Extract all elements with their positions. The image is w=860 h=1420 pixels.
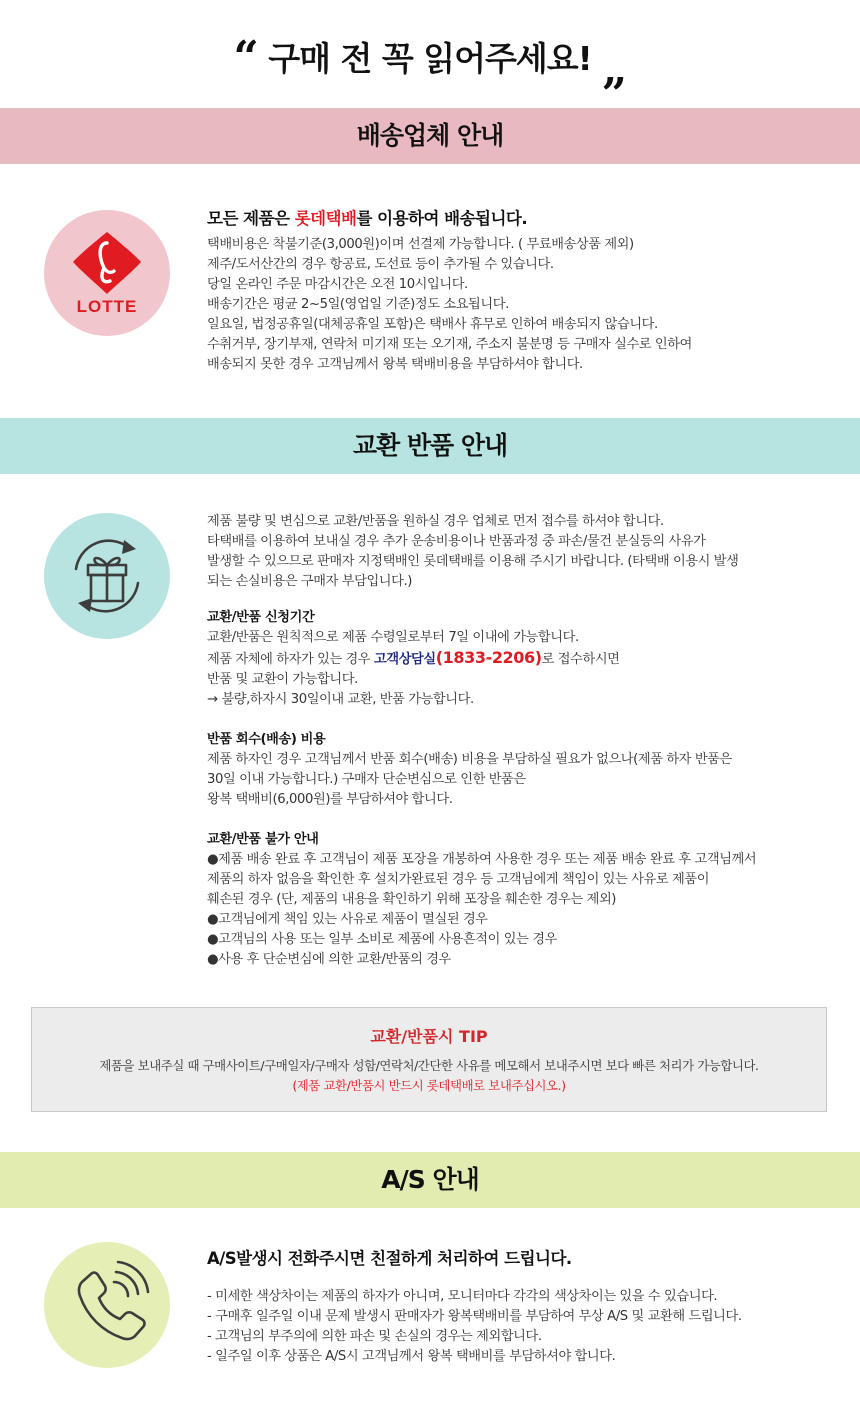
shipping-line: 배송기간은 평균 2~5일(영업일 기준)정도 소요됩니다. [207,297,509,312]
shipping-section-band [0,108,860,164]
as-section-title: A/S 안내 [381,1165,479,1194]
as-section-band [0,1152,860,1208]
period-contact-line [207,648,756,670]
period-line: 반품 및 교환이 가능합니다. [207,672,358,687]
shipping-line: 일요일, 법정공휴일(대체공휴일 포함)은 택배사 휴무로 인하여 배송되지 않습니다. [207,317,658,332]
as-info-list [207,1287,742,1367]
period-line: → 불량,하자시 30일이내 교환, 반품 가능합니다. [207,692,474,707]
tip-body: 제품을 보내주실 때 구매사이트/구매일자/구매자 성함/연락처/간단한 사유를 메모해서 보내주시면 보다 빠른 처리가 가능합니다. [99,1058,759,1073]
as-line: - 일주일 이후 상품은 A/S시 고객님께서 왕복 택배비를 부담하셔야 합니다. [207,1349,616,1364]
open-quote-mark: “ [233,32,258,83]
cost-title: 반품 회수(배송) 비용 [207,732,326,747]
as-line: - 구매후 일주일 이내 문제 발생시 판매자가 왕복택배비를 부담하여 무상 A/S 및 교환해 드립니다. [207,1309,742,1324]
not-allowed-line: ●제품 배송 완료 후 고객님이 제품 포장을 개봉하여 사용한 경우 또는 제품 배송 완료 후 고객님께서 [207,852,757,867]
period-contact-post: 로 접수하시면 [541,652,620,667]
not-allowed-title: 교환/반품 불가 안내 [207,832,319,847]
tip-note: (제품 교환/반품시 반드시 롯데택배로 보내주십시오.) [292,1078,566,1093]
shipping-line: 수취거부, 장기부재, 연락처 미기재 또는 오기재, 주소지 불분명 등 구매자 실수로 인하여 [207,337,692,352]
shipping-line: 당일 온라인 주문 마감시간은 오전 10시입니다. [207,277,468,292]
exchange-section-band [0,418,860,474]
shipping-heading-pre: 모든 제품은 [207,209,295,228]
not-allowed-line: ●고객님의 사용 또는 일부 소비로 제품에 사용흔적이 있는 경우 [207,932,557,947]
exchange-info [207,512,756,970]
page-title-text: 구매 전 꼭 읽어주세요! [268,39,592,78]
shipping-info-list [207,235,692,375]
cost-line: 제품 하자인 경우 고객님께서 반품 회수(배송) 비용을 부담하실 필요가 없으나(제품 하자 반품은 [207,752,732,767]
cost-line: 30일 이내 가능합니다.) 구매자 단순변심으로 인한 반품은 [207,772,526,787]
phone-icon [44,1242,170,1368]
lotte-logo-icon [44,210,170,336]
as-line: - 미세한 색상차이는 제품의 하자가 아니며, 모니터마다 각각의 색상차이는 있을 수 있습니다. [207,1289,718,1304]
close-quote-mark: „ [602,44,627,95]
exchange-tip-box [31,1007,827,1112]
exchange-intro-line: 제품 불량 및 변심으로 교환/반품을 원하실 경우 업체로 먼저 접수를 하셔야 합니다. [207,514,664,529]
cost-line: 왕복 택배비(6,000원)를 부담하셔야 합니다. [207,792,453,807]
not-allowed-line: 훼손된 경우 (단, 제품의 내용을 확인하기 위해 포장을 훼손한 경우는 제외) [207,892,617,907]
period-line: 교환/반품은 원칙적으로 제품 수령일로부터 7일 이내에 가능합니다. [207,630,579,645]
shipping-heading-post: 를 이용하여 배송됩니다. [356,209,528,228]
customer-center-label: 고객상담실 [374,652,436,667]
exchange-intro-line: 발생할 수 있으므로 판매자 지정택배인 롯데택배를 이용해 주시기 바랍니다. (타택배 이용시 발생 [207,554,739,569]
lotte-logo-text: LOTTE [76,297,138,316]
period-title: 교환/반품 신청기간 [207,610,315,625]
exchange-section-title: 교환 반품 안내 [352,431,508,460]
not-allowed-line: 제품의 하자 없음을 확인한 후 설치가완료된 경우 등 고객님에게 책임이 있는 사유로 제품이 [207,872,710,887]
shipping-heading-highlight: 롯데택배 [294,209,357,228]
shipping-section-title: 배송업체 안내 [356,121,504,150]
customer-center-phone: (1833-2206) [435,648,542,667]
exchange-intro-line: 타택배를 이용하여 보내실 경우 추가 운송비용이나 반품과정 중 파손/물건 분실등의 사유가 [207,534,706,549]
shipping-line: 배송되지 못한 경우 고객님께서 왕복 택배비용을 부담하셔야 합니다. [207,357,583,372]
not-allowed-line: ●사용 후 단순변심에 의한 교환/반품의 경우 [207,952,451,967]
shipping-heading [207,205,527,229]
tip-title: 교환/반품시 TIP [370,1027,488,1046]
as-line: - 고객님의 부주의에 의한 파손 및 손실의 경우는 제외합니다. [207,1329,542,1344]
not-allowed-line: ●고객님에게 책임 있는 사유로 제품이 멸실된 경우 [207,912,488,927]
shipping-line: 제주/도서산간의 경우 항공료, 도선료 등이 추가될 수 있습니다. [207,257,554,272]
period-contact-pre: 제품 자체에 하자가 있는 경우 [207,652,375,667]
exchange-intro-line: 되는 손실비용은 구매자 부담입니다.) [207,574,412,589]
shipping-line: 택배비용은 착불기준(3,000원)이며 선결제 가능합니다. ( 무료배송상품 제외) [207,237,634,252]
as-heading: A/S발생시 전화주시면 친절하게 처리하여 드립니다. [207,1249,572,1268]
page-title [0,32,860,95]
gift-exchange-icon [44,513,170,639]
